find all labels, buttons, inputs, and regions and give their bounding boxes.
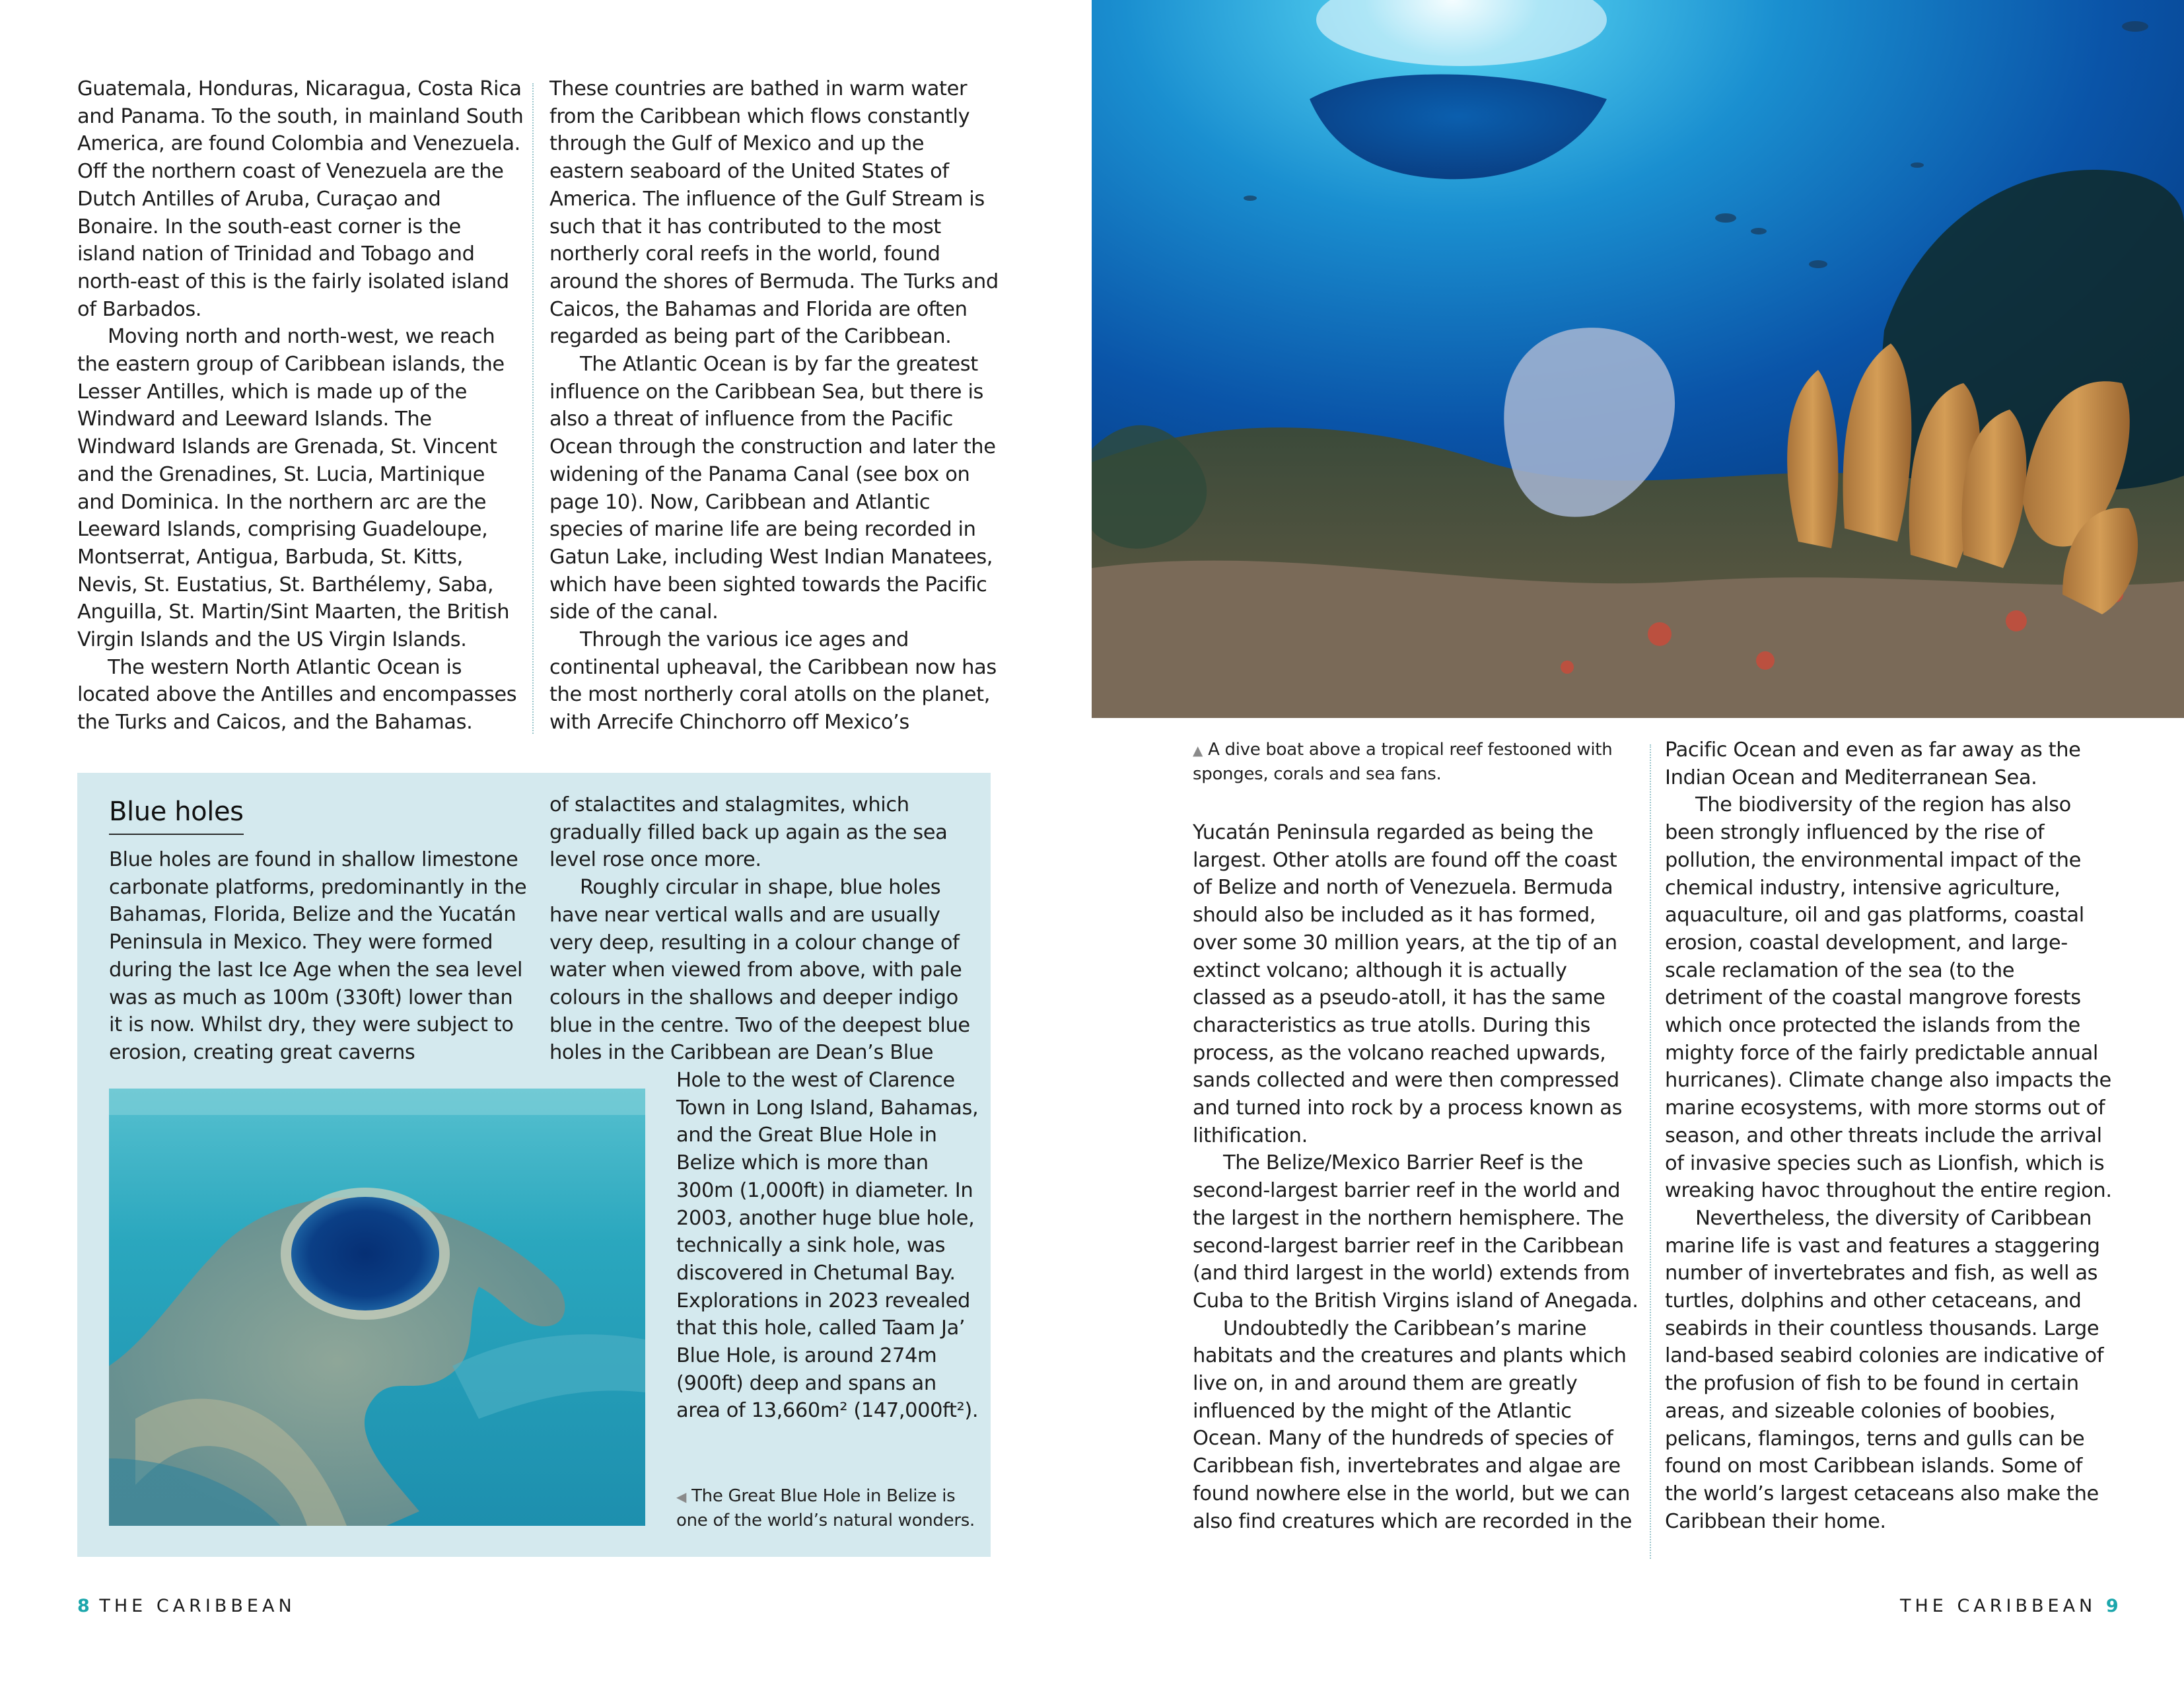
paragraph: of stalactites and stalagmites, which gradually filled back up again as the sea level rose once more.	[549, 793, 948, 872]
right-folio	[1900, 1596, 2119, 1616]
reef-caption	[1193, 738, 1615, 786]
paragraph: The biodiversity of the region has also been strongly influenced by the rise of pollution, the environmental impact of the chemical industry, intensive agriculture, aquaculture, oil and gas platforms, coastal erosion, coastal development, and large-scale reclamation of the sea (to the detriment of the coastal mangrove forests which once protected the islands from the mighty force of the fairly predictable annual hurricanes). Climate change also impacts the marine ecosystems, with more storms out of season, and other threats include the arrival of invasive species such as Lionfish, which is wreaking havoc throughout the entire region.	[1665, 793, 2112, 1203]
paragraph: The Atlantic Ocean is by far the greatest influence on the Caribbean Sea, but there is also a threat of influence from the Pacific Ocean through the construction and later the widening of the Panama Canal (see box on page 10). Now, Caribbean and Atlantic species of marine life are being recorded in Gatun Lake, including West Indian Manatees, which have been sighted towards the Pacific side of the canal.	[549, 353, 996, 624]
paragraph: Undoubtedly the Caribbean’s marine habitats and the creatures and plants which live on, in and around them are greatly influenced by the might of the Atlantic Ocean. Many of the hundreds of species of Caribbean fish, invertebrates and algae are found nowhere else in the world, but we can also find creatures which are recorded in the	[1193, 1316, 1632, 1533]
right-column-1	[1193, 819, 1642, 1535]
box-column-3	[676, 1067, 983, 1425]
paragraph: Guatemala, Honduras, Nicaragua, Costa Rica and Panama. To the south, in mainland South America, are found Colombia and Venezuela. Off the northern coast of Venezuela are the Dutch Antilles of Aruba, Curaçao and Bonaire. In the south-east corner is the island nation of Trinidad and Tobago and north-east of this is the fairly isolated island of Barbados.	[77, 77, 524, 321]
paragraph: The Belize/Mexico Barrier Reef is the second-largest barrier reef in the world and the largest in the northern hemisphere. The second-largest barrier reef in the Caribbean (and third largest in the world) extends from Cuba to the British Virgins island of Anegada.	[1193, 1151, 1638, 1312]
left-column-1	[77, 75, 524, 736]
blue-hole-caption	[676, 1484, 987, 1532]
column-divider	[532, 83, 534, 734]
paragraph: Pacific Ocean and even as far away as the Indian Ocean and Mediterranean Sea.	[1665, 738, 2081, 789]
paragraph: Roughly circular in shape, blue holes have near vertical walls and are usually very deep, resulting in a colour change of water when viewed from above, with pale colours in the shallows and deeper indigo blue in the centre. Two of the deepest blue holes in the Caribbean are Dean’s Blue	[549, 876, 970, 1065]
paragraph: Yucatán Peninsula regarded as being the largest. Other atolls are found off the coast of Belize and north of Venezuela. Bermuda should also be included as it has formed, over some 30 million years, at the tip of an extinct volcano; although it is actually classed as a pseudo-atoll, it has the same characteristics as true atolls. During this process, as the volcano reached upwards, sands collected and were then compressed and turned into rock by a process known as lithification.	[1193, 821, 1623, 1147]
paragraph: Through the various ice ages and continental upheaval, the Caribbean now has the most northerly coral atolls on the planet, with Arrecife Chinchorro off Mexico’s	[549, 628, 997, 735]
reef-photo	[1092, 0, 2184, 718]
paragraph: Moving north and north-west, we reach the eastern group of Caribbean islands, the Lesser Antilles, which is made up of the Windward and Leeward Islands. The Windward Islands are Grenada, St. Vincent and the Grenadines, St. Lucia, Martinique and Dominica. In the northern arc are the Leeward Islands, comprising Guadeloupe, Montserrat, Antigua, Barbuda, St. Kitts, Nevis, St. Eustatius, St. Barthélemy, Saba, Anguilla, St. Martin/Sint Maarten, the British Virgin Islands and the US Virgin Islands.	[77, 325, 510, 652]
paragraph: Blue holes are found in shallow limestone carbonate platforms, predominantly in the Bahamas, Florida, Belize and the Yucatán Peninsula in Mexico. They were formed during the last Ice Age when the sea level was as much as 100m (330ft) lower than it is now. Whilst dry, they were subject to erosion, creating great caverns	[109, 848, 527, 1064]
paragraph: Nevertheless, the diversity of Caribbean marine life is vast and features a staggering number of invertebrates and fish, as well as turtles, dolphins and other cetaceans, and seabirds in their countless thousands. Large land-based seabird colonies are indicative of the profusion of fish to be found in certain areas, and sizeable colonies of boobies, pelicans, flamingos, terns and gulls can be found on most Caribbean islands. Some of the world’s largest cetaceans also make the Caribbean their home.	[1665, 1206, 2104, 1533]
box-column-1	[109, 846, 532, 1067]
caption-pointer-icon: ▲	[1193, 742, 1203, 758]
paragraph: These countries are bathed in warm water from the Caribbean which flows constantly through the Gulf of Mexico and up the eastern seaboard of the United States of America. The influence of the Gulf Stream is such that it has contributed to the most northerly coral reefs in the world, found around the shores of Bermuda. The Turks and Caicos, the Bahamas and Florida are often regarded as being part of the Caribbean.	[549, 77, 999, 349]
paragraph: Hole to the west of Clarence Town in Long Island, Bahamas, and the Great Blue Hole in Belize which is more than 300m (1,000ft) in diameter. In 2003, another huge blue hole, technically a sink hole, was discovered in Chetumal Bay. Explorations in 2023 revealed that this hole, called Taam Ja’ Blue Hole, is around 274m (900ft) deep and spans an area of 13,660m² (147,000ft²).	[676, 1069, 979, 1423]
running-title: THE CARIBBEAN	[1900, 1596, 2097, 1616]
caption-text: The Great Blue Hole in Belize is one of the world’s natural wonders.	[676, 1486, 975, 1530]
right-column-2	[1665, 736, 2114, 1535]
box-column-2	[549, 791, 979, 1067]
caption-pointer-icon: ◀	[676, 1489, 687, 1505]
running-title: THE CARIBBEAN	[99, 1596, 296, 1616]
page-number: 9	[2105, 1596, 2119, 1616]
left-folio	[77, 1596, 296, 1616]
left-column-2	[549, 75, 1001, 736]
page-number: 8	[77, 1596, 90, 1616]
paragraph: The western North Atlantic Ocean is located above the Antilles and encompasses the Turks and Caicos, and the Bahamas.	[77, 655, 517, 735]
caption-text: A dive boat above a tropical reef festooned with sponges, corals and sea fans.	[1193, 740, 1613, 784]
blue-hole-photo	[109, 1089, 645, 1526]
box-title: Blue holes	[109, 791, 244, 835]
column-divider	[1650, 744, 1651, 1559]
